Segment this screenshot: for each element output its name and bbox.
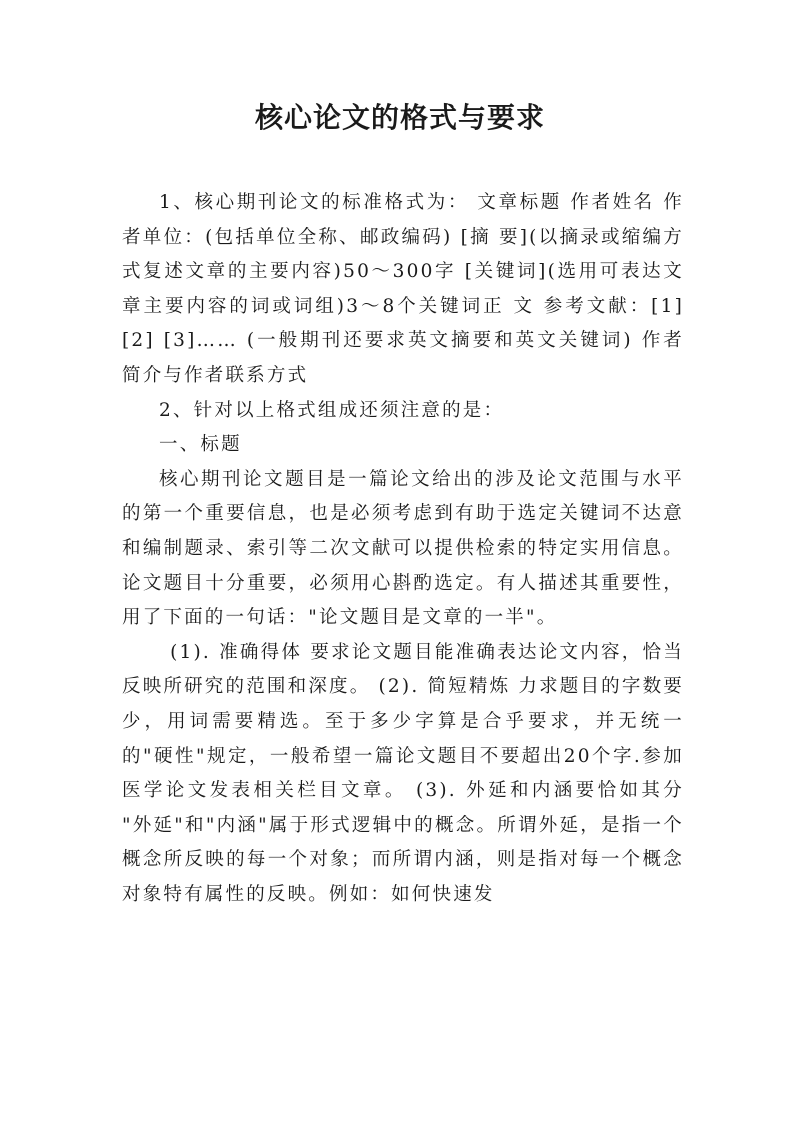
- paragraph-title-requirements: (1). 准确得体 要求论文题目能准确表达论文内容，恰当反映所研究的范围和深度。 (2). 简短精炼 力求题目的字数要少，用词需要精选。至于多少字算是合乎要求，并无统一的"硬性"规定，一般希望一篇论文题目不要超出20个字.参加医学论文发表相关栏目文章。 (3). 外延和内涵要恰如其分 "外延"和"内涵"属于形式逻辑中的概念。所谓外延，是指一个概念所反映的每一个对象；而所谓内涵，则是指对每一个概念对象特有属性的反映。例如：如何快速发: [122, 641, 684, 905]
- paragraph-title-importance: 核心期刊论文题目是一篇论文给出的涉及论文范围与水平的第一个重要信息，也是必须考虑到有助于选定关键词不达意和编制题录、索引等二次文献可以提供检索的特定实用信息。 论文题目十分重要，必须用心斟酌选定。有人描述其重要性，用了下面的一句话："论文题目是文章的一半"。: [122, 468, 684, 629]
- section-heading-title: 一、标题: [159, 434, 242, 456]
- paragraph-format-notes: 2、针对以上格式组成还须注意的是：: [159, 399, 505, 421]
- document-title: 核心论文的格式与要求: [254, 101, 545, 134]
- document-body: [122, 186, 684, 912]
- paragraph-standard-format: 1、核心期刊论文的标准格式为： 文章标题 作者姓名 作者单位：(包括单位全称、邮政编码) [摘 要](以摘录或缩编方式复述文章的主要内容)50～300字 [关键词](选用可表达文章主要内容的词或词组)3～8个关键词正 文 参考文献：[1] [2] [3]…… (一般期刊还要求英文摘要和英文关键词) 作者简介与作者联系方式: [122, 192, 684, 386]
